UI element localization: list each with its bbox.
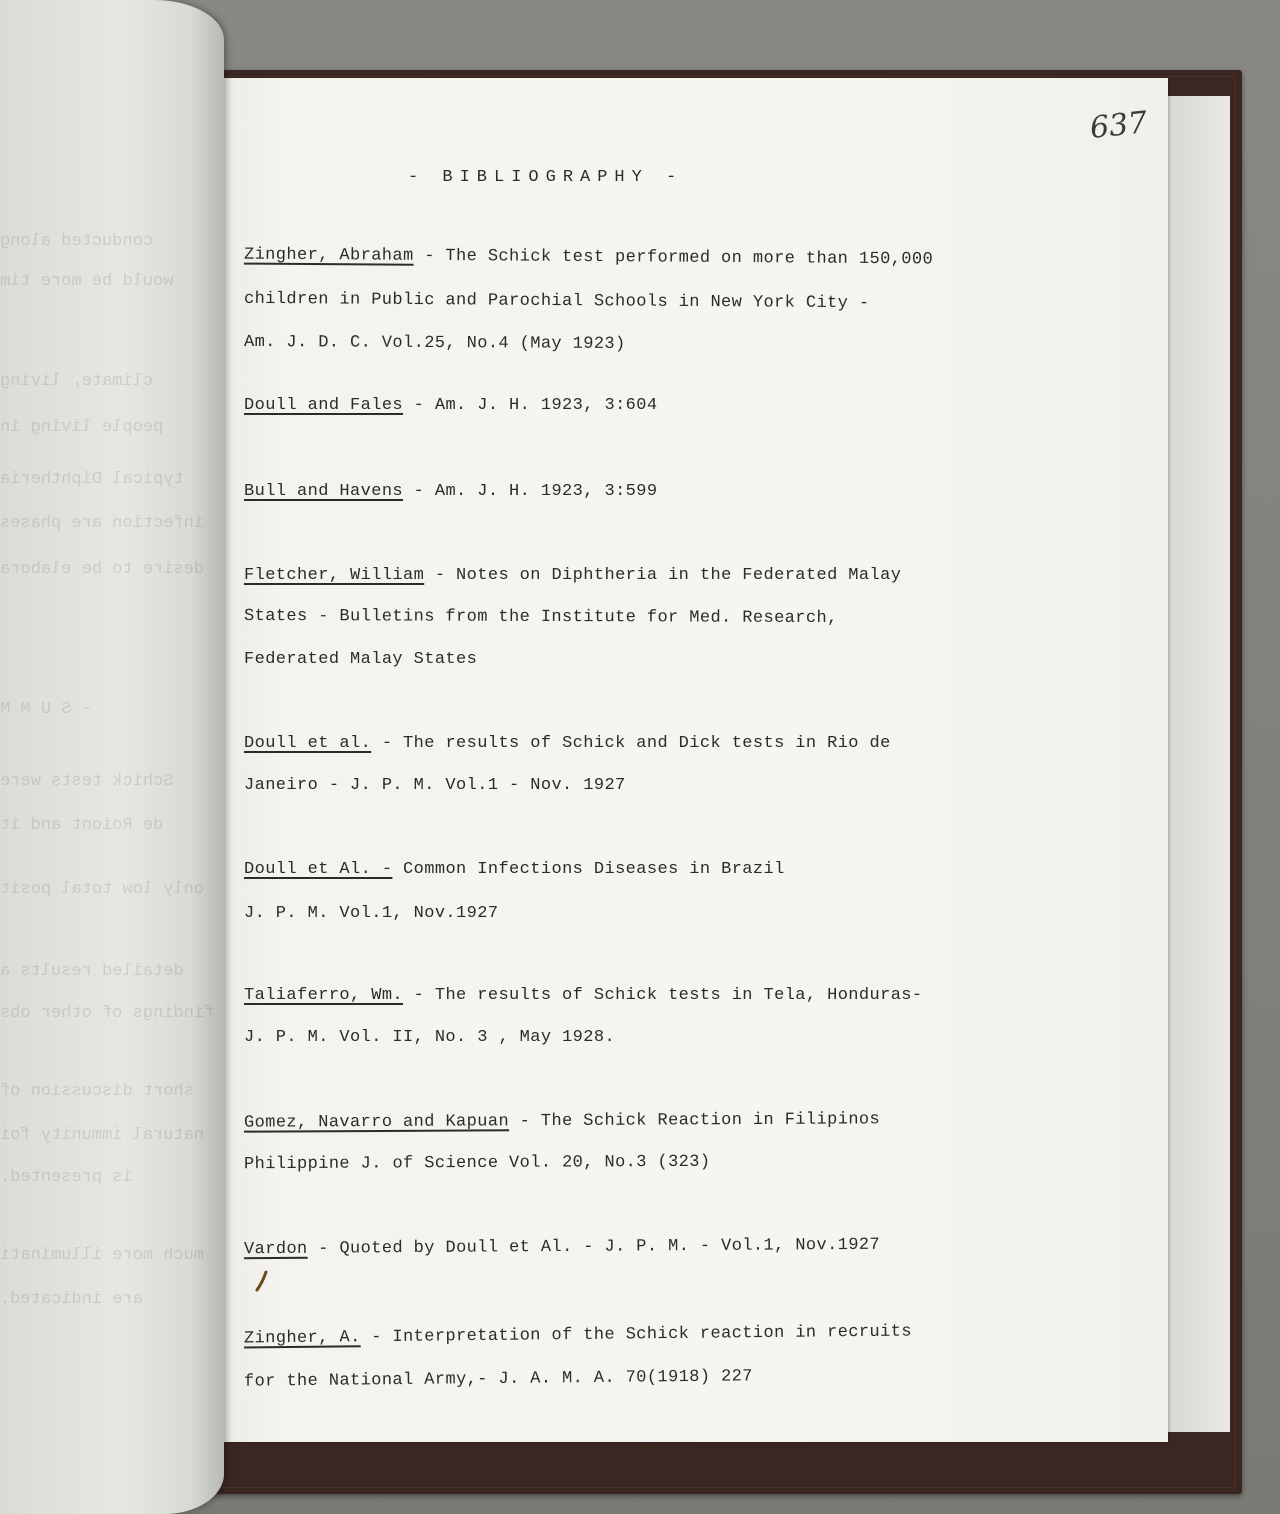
entry-line: - Interpretation of the Schick reaction in recruits — [360, 1322, 913, 1348]
ink-mark — [254, 1270, 270, 1292]
entry-line: - Am. J. H. 1923, 3:599 — [403, 482, 658, 501]
entry-line: Common Infections Diseases in Brazil — [392, 860, 785, 879]
entry-author: Doull and Fales — [244, 396, 404, 415]
bibliography-entry — [244, 1110, 880, 1132]
entry-line: J. P. M. Vol. II, No. 3 , May 1928. — [244, 1028, 616, 1047]
bibliography-entry — [244, 396, 657, 415]
entry-line: - Am. J. H. 1923, 3:604 — [403, 396, 658, 415]
entry-line: - Quoted by Doull et Al. - J. P. M. - Vol.1, Nov.1927 — [307, 1235, 881, 1259]
entry-line: - The results of Schick and Dick tests in Rio de — [371, 734, 891, 753]
entry-line: children in Public and Parochial Schools in New York City - — [243, 289, 870, 314]
bibliography-entry — [244, 482, 657, 501]
entry-author: Gomez, Navarro and Kapuan — [243, 1112, 510, 1133]
entry-author: Fletcher, William — [244, 566, 425, 585]
page-title: - BIBLIOGRAPHY - — [408, 168, 684, 187]
underlying-pages — [1160, 96, 1230, 1432]
entry-author: Doull et Al. - — [244, 860, 393, 879]
bibliography-entry — [244, 734, 891, 753]
entry-author: Zingher, Abraham — [243, 245, 414, 266]
entry-line: Philippine J. of Science Vol. 20, No.3 (323) — [243, 1152, 711, 1175]
bibliography-entry — [244, 986, 923, 1005]
entry-line: for the National Army,- J. A. M. A. 70(1918) 227 — [243, 1367, 753, 1392]
entry-line: Janeiro - J. P. M. Vol.1 - Nov. 1927 — [244, 776, 626, 795]
entry-line: Am. J. D. C. Vol.25, No.4 (May 1923) — [243, 333, 626, 354]
entry-line: - The results of Schick tests in Tela, Honduras- — [403, 986, 923, 1005]
entry-line: Federated Malay States — [244, 650, 478, 669]
entry-line: States - Bulletins from the Institute for Med. Research, — [243, 606, 838, 629]
entry-author: Bull and Havens — [244, 482, 404, 501]
bibliography-entry — [244, 860, 785, 879]
handwritten-page-number: 637 — [1088, 105, 1149, 146]
entry-author: Doull et al. — [244, 734, 372, 753]
entry-line: - Notes on Diphtheria in the Federated Malay — [424, 566, 902, 585]
entry-author: Zingher, A. — [243, 1328, 361, 1349]
facing-page: conducted along would be more tim climate, living people living in typical Diphtheria infection are phases desire to be elabora - S U M M Schick tests were de Roiont and it only low total posit detailed results a findings of other obs short discussion of natural immunity foi is presented. much more illuminati are indicated. — [0, 0, 224, 1514]
entry-line: - The Schick Reaction in Filipinos — [508, 1110, 881, 1132]
entry-author: Taliaferro, Wm. — [244, 986, 404, 1005]
entry-line: J. P. M. Vol.1, Nov.1927 — [244, 904, 499, 923]
bibliography-entry — [244, 566, 901, 585]
entry-line: - The Schick test performed on more than 150,000 — [413, 246, 934, 270]
entry-author: Vardon — [243, 1239, 308, 1260]
